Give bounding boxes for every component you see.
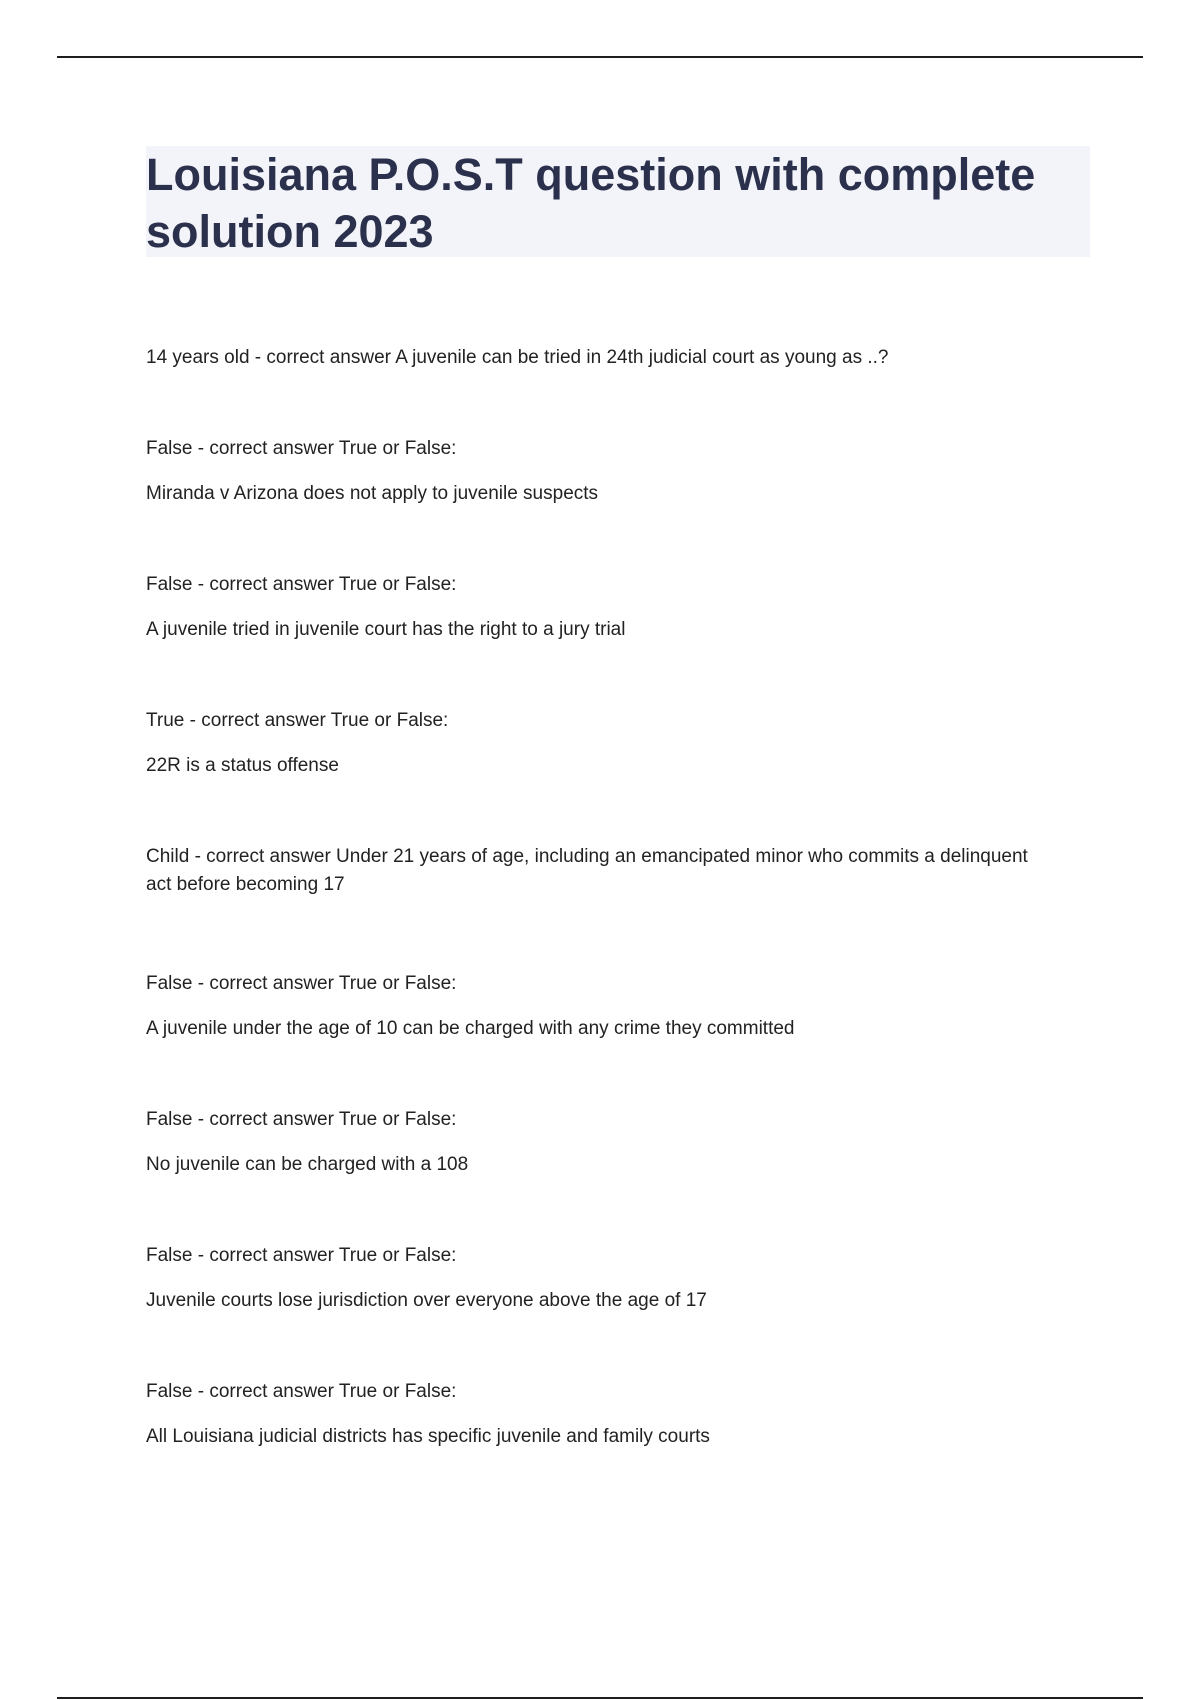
qa-answer-line: Child - correct answer Under 21 years of age, including an emancipated minor who commits a delinquent act before becoming 17 (146, 846, 1028, 895)
qa-answer-line: False - correct answer True or False: (146, 438, 457, 459)
qa-item (146, 1242, 1046, 1315)
qa-item (146, 970, 1046, 1043)
qa-item (146, 435, 1046, 508)
bottom-divider (57, 1697, 1143, 1699)
qa-statement: A juvenile tried in juvenile court has the right to a jury trial (146, 619, 626, 640)
qa-item (146, 1106, 1046, 1179)
qa-statement: Juvenile courts lose jurisdiction over everyone above the age of 17 (146, 1290, 707, 1311)
qa-answer-line: False - correct answer True or False: (146, 1245, 457, 1266)
qa-answer-line: False - correct answer True or False: (146, 1109, 457, 1130)
qa-statement: All Louisiana judicial districts has specific juvenile and family courts (146, 1426, 710, 1447)
qa-answer-line: True - correct answer True or False: (146, 710, 449, 731)
qa-answer-line: False - correct answer True or False: (146, 973, 457, 994)
qa-answer-line: 14 years old - correct answer A juvenile can be tried in 24th judicial court as young as ..? (146, 347, 889, 368)
qa-statement: A juvenile under the age of 10 can be charged with any crime they committed (146, 1018, 795, 1039)
qa-answer-line: False - correct answer True or False: (146, 574, 457, 595)
page-title: Louisiana P.O.S.T question with complete solution 2023 (146, 149, 1036, 257)
qa-item (146, 1378, 1046, 1451)
qa-statement: No juvenile can be charged with a 108 (146, 1154, 469, 1175)
qa-item (146, 571, 1046, 644)
qa-item (146, 707, 1046, 780)
qa-item (146, 344, 1046, 372)
qa-statement: 22R is a status offense (146, 755, 339, 776)
top-divider (57, 56, 1143, 58)
qa-statement: Miranda v Arizona does not apply to juvenile suspects (146, 483, 599, 504)
qa-item (146, 843, 1046, 899)
qa-answer-line: False - correct answer True or False: (146, 1381, 457, 1402)
title-banner (146, 146, 1090, 257)
